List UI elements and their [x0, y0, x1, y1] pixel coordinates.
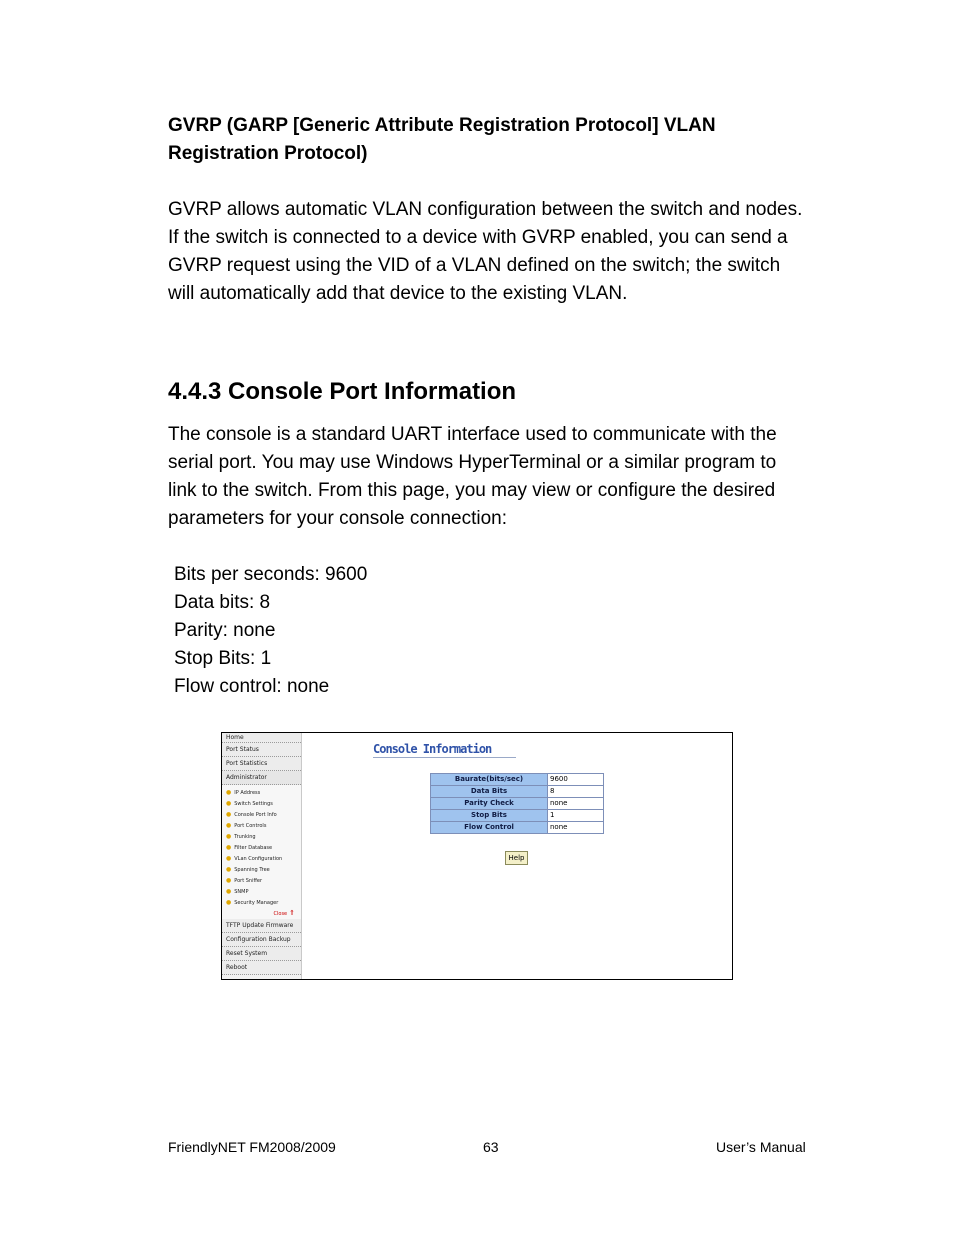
- submenu-label: Filter Database: [234, 845, 273, 851]
- setting-bits-per-second: Bits per seconds: 9600: [174, 564, 368, 585]
- administrator-submenu: [222, 785, 301, 919]
- submenu-switch-settings[interactable]: [222, 798, 301, 809]
- help-button[interactable]: Help: [505, 851, 528, 865]
- menu-item-home[interactable]: Home: [222, 733, 301, 743]
- arrow-up-icon: ⇑: [289, 909, 295, 917]
- setting-parity: Parity: none: [174, 620, 276, 641]
- submenu-port-controls[interactable]: [222, 820, 301, 831]
- table-row: [431, 798, 604, 810]
- submenu-snmp[interactable]: [222, 886, 301, 897]
- menu-item-reboot[interactable]: Reboot: [222, 961, 301, 975]
- console-information-title: Console Information: [373, 742, 516, 758]
- submenu-spanning-tree[interactable]: [222, 864, 301, 875]
- row-label: Stop Bits: [431, 810, 548, 822]
- table-row: [431, 822, 604, 834]
- footer-manual: User’s Manual: [716, 1139, 806, 1155]
- submenu-label: Port Sniffer: [234, 878, 263, 884]
- submenu-trunking[interactable]: [222, 831, 301, 842]
- submenu-label: VLan Configuration: [234, 856, 283, 862]
- gvrp-heading: GVRP (GARP [Generic Attribute Registration Protocol] VLAN Registration Protocol): [168, 115, 716, 164]
- bullet-icon: ●: [226, 789, 232, 796]
- footer-page-number: 63: [483, 1139, 499, 1155]
- console-intro-paragraph: The console is a standard UART interface used to communicate with the serial port. You may use Windows HyperTerminal or a similar program to link to the switch. From this page, you may view or configure the desired parameters for your console connection:: [168, 424, 777, 529]
- menu-item-configuration-backup[interactable]: Configuration Backup: [222, 933, 301, 947]
- menu-item-tftp-update-firmware[interactable]: TFTP Update Firmware: [222, 919, 301, 933]
- submenu-label: Port Controls: [234, 823, 267, 829]
- table-row: [431, 810, 604, 822]
- row-value: none: [548, 822, 604, 834]
- row-label: Flow Control: [431, 822, 548, 834]
- row-label: Data Bits: [431, 786, 548, 798]
- submenu-label: Security Manager: [234, 900, 279, 906]
- row-label: Parity Check: [431, 798, 548, 810]
- submenu-label: Trunking: [234, 834, 256, 840]
- submenu-security-manager[interactable]: [222, 897, 301, 908]
- submenu-console-port-info[interactable]: [222, 809, 301, 820]
- bullet-icon: ●: [226, 822, 232, 829]
- console-settings-list: [174, 561, 367, 701]
- section-heading: 4.4.3 Console Port Information: [168, 378, 517, 405]
- bullet-icon: ●: [226, 833, 232, 840]
- submenu-label: IP Address: [234, 790, 261, 796]
- submenu-vlan-configuration[interactable]: [222, 853, 301, 864]
- bullet-icon: ●: [226, 800, 232, 807]
- row-value: 9600: [548, 774, 604, 786]
- close-label: Close: [273, 911, 288, 917]
- menu-item-administrator[interactable]: Administrator: [222, 771, 301, 785]
- sidebar-menu: [222, 733, 302, 979]
- row-value: 8: [548, 786, 604, 798]
- submenu-label: SNMP: [234, 889, 249, 895]
- menu-item-port-status[interactable]: Port Status: [222, 743, 301, 757]
- footer-product: FriendlyNET FM2008/2009: [168, 1139, 336, 1155]
- submenu-label: Console Port Info: [234, 812, 277, 818]
- bullet-icon: ●: [226, 844, 232, 851]
- submenu-label: Spanning Tree: [234, 867, 270, 873]
- menu-item-reset-system[interactable]: Reset System: [222, 947, 301, 961]
- bullet-icon: ●: [226, 811, 232, 818]
- console-info-table: [430, 773, 604, 834]
- bullet-icon: ●: [226, 899, 232, 906]
- row-value: 1: [548, 810, 604, 822]
- submenu-label: Switch Settings: [234, 801, 273, 807]
- table-row: [431, 786, 604, 798]
- setting-stop-bits: Stop Bits: 1: [174, 648, 272, 669]
- submenu-filter-database[interactable]: [222, 842, 301, 853]
- submenu-ip-address[interactable]: [222, 787, 301, 798]
- setting-flow-control: Flow control: none: [174, 676, 330, 697]
- submenu-port-sniffer[interactable]: [222, 875, 301, 886]
- setting-data-bits: Data bits: 8: [174, 592, 271, 613]
- console-info-screenshot: [221, 732, 733, 980]
- gvrp-paragraph: GVRP allows automatic VLAN configuration between the switch and nodes. If the switch is connected to a device with GVRP enabled, you can send a GVRP request using the VID of a VLAN defined on the switch; the switch will automatically add that device to the existing VLAN.: [168, 199, 803, 304]
- bullet-icon: ●: [226, 888, 232, 895]
- row-value: none: [548, 798, 604, 810]
- bullet-icon: ●: [226, 855, 232, 862]
- bullet-icon: ●: [226, 866, 232, 873]
- table-row: [431, 774, 604, 786]
- row-label: Baurate(bits/sec): [431, 774, 548, 786]
- menu-item-port-statistics[interactable]: Port Statistics: [222, 757, 301, 771]
- close-submenu-link[interactable]: [222, 908, 301, 919]
- bullet-icon: ●: [226, 877, 232, 884]
- content-pane: [302, 733, 732, 979]
